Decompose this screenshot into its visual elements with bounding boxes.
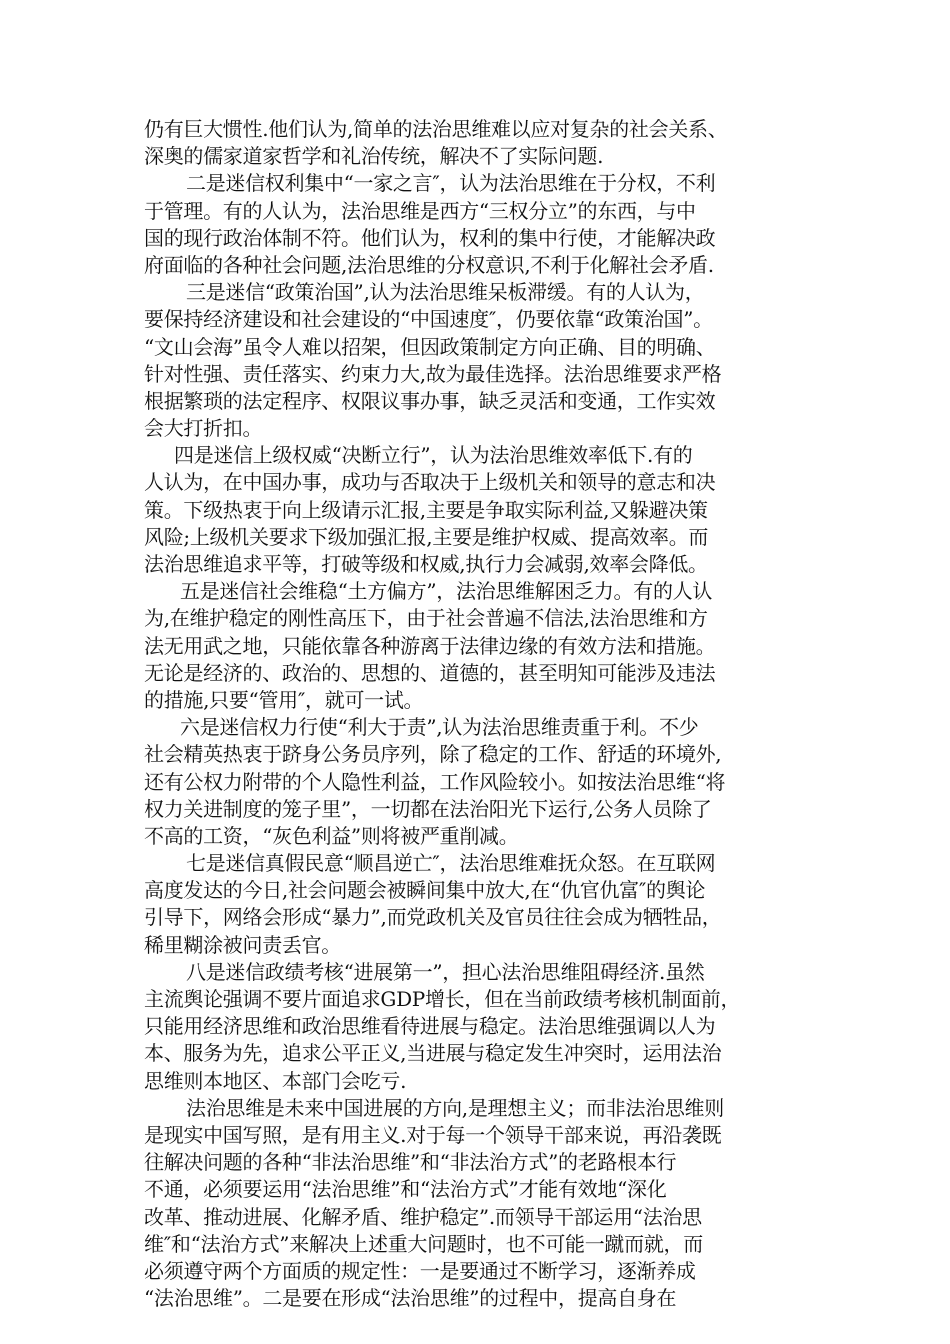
text-line: 是现实中国写照，是有用主义.对于每一个领导干部来说，再沿袭既	[144, 1122, 722, 1147]
text-line: 稀里糊涂被问责丢官。	[144, 932, 341, 957]
text-line: 五是迷信社会维稳“土方偏方”，法治思维解困乏力。有的人认	[180, 579, 713, 604]
text-line: 还有公权力附带的个人隐性利益，工作风险较小。如按法治思维“将	[144, 769, 726, 794]
text-line: 深奥的儒家道家哲学和礼治传统，解决不了实际问题.	[144, 144, 604, 169]
text-line: 法治思维追求平等，打破等级和权威,执行力会减弱,效率会降低。	[144, 552, 708, 576]
document-body	[144, 116, 820, 1312]
text-line: 六是迷信权力行使“利大于责”,认为法治思维责重于利。不少	[180, 715, 699, 740]
text-line: 要保持经济建设和社会建设的“中国速度″，仍要依靠“政策治国”。	[144, 307, 713, 332]
text-line: 于管理。有的人认为，法治思维是西方“三权分立”的东西，与中	[144, 198, 696, 223]
text-line: 社会精英热衷于跻身公务员序列，除了稳定的工作、舒适的环境外,	[144, 742, 722, 767]
text-line: 改革、推动进展、化解矛盾、维护稳定”.而领导干部运用“法治思	[144, 1204, 702, 1229]
text-line: 为,在维护稳定的刚性高压下，由于社会普遍不信法,法治思维和方	[144, 606, 708, 631]
text-line: 的措施,只要“管用″，就可一试。	[144, 687, 424, 712]
text-line: 人认为，在中国办事，成功与否取决于上级机关和领导的意志和决	[144, 470, 716, 495]
text-line: 会大打折扣。	[144, 416, 263, 441]
text-line: 主流舆论强调不要片面追求GDP增长，但在当前政绩考核机制面前，	[144, 987, 741, 1011]
text-line: 法治思维是未来中国进展的方向,是理想主义；而非法治思维则	[186, 1095, 724, 1120]
text-line: 思维则本地区、本部门会吃亏.	[144, 1068, 407, 1093]
text-line: 国的现行政治体制不符。他们认为，权利的集中行使，才能解决政	[144, 225, 716, 250]
text-line: 八是迷信政绩考核“进展第一”，担心法治思维阻碍经济.虽然	[186, 959, 705, 984]
text-line: 无论是经济的、政治的、思想的、道德的，甚至明知可能涉及违法	[144, 660, 716, 685]
text-line: 不通，必须要运用“法治思维”和“法治方式”才能有效地“深化	[144, 1177, 667, 1202]
text-line: 四是迷信上级权威“决断立行”，认为法治思维效率低下.有的	[174, 443, 693, 468]
text-line: 法无用武之地，只能依靠各种游离于法律边缘的有效方法和措施。	[144, 633, 716, 658]
text-line: 针对性强、责任落实、约束力大,故为最佳选择。法治思维要求严格	[144, 361, 722, 386]
text-line: 府面临的各种社会问题,法治思维的分权意识,不利于化解社会矛盾.	[144, 252, 714, 277]
text-line: 七是迷信真假民意“顺昌逆亡″，法治思维难抚众怒。在互联网	[186, 851, 716, 876]
text-line: 三是迷信“政策治国”,认为法治思维呆板滞缓。有的人认为，	[186, 280, 705, 305]
text-line: 本、服务为先，追求公平正义,当进展与稳定发生冲突时，运用法治	[144, 1041, 722, 1066]
text-line: 维″和“法治方式”来解决上述重大问题时，也不可能一蹴而就，而	[144, 1231, 703, 1256]
text-line: “文山会海”虽令人难以招架，但因政策制定方向正确、目的明确、	[144, 334, 716, 359]
text-line: 仍有巨大惯性.他们认为,简单的法治思维难以应对复杂的社会关系、	[144, 117, 728, 141]
text-line: 只能用经济思维和政治思维看待进展与稳定。法治思维强调以人为	[144, 1014, 716, 1039]
text-line: 必须遵守两个方面质的规定性：一是要通过不断学习，逐渐养成	[144, 1258, 696, 1283]
text-line: “法治思维”。二是要在形成“法治思维”的过程中，提高自身在	[144, 1286, 677, 1311]
text-line: 往解决问题的各种“非法治思维”和“非法治方式”的老路根本行	[144, 1150, 677, 1175]
text-line: 引导下，网络会形成“暴力”,而党政机关及官员往往会成为牺牲品，	[144, 905, 722, 930]
text-line: 二是迷信权利集中“一家之言″，认为法治思维在于分权，不利	[186, 171, 716, 196]
text-line: 风险;上级机关要求下级加强汇报,主要是维护权威、提高效率。而	[144, 524, 709, 549]
text-line: 不高的工资，“灰色利益”则将被严重削减。	[144, 823, 519, 848]
text-line: 策。下级热衷于向上级请示汇报,主要是争取实际利益,又躲避决策	[144, 497, 708, 522]
text-line: 权力关进制度的笼子里”，一切都在法治阳光下运行,公务人员除了	[144, 796, 712, 821]
text-line: 根据繁琐的法定程序、权限议事办事，缺乏灵活和变通，工作实效	[144, 388, 716, 413]
text-line: 高度发达的今日,社会问题会被瞬间集中放大,在“仇官仇富″的舆论	[144, 878, 706, 903]
